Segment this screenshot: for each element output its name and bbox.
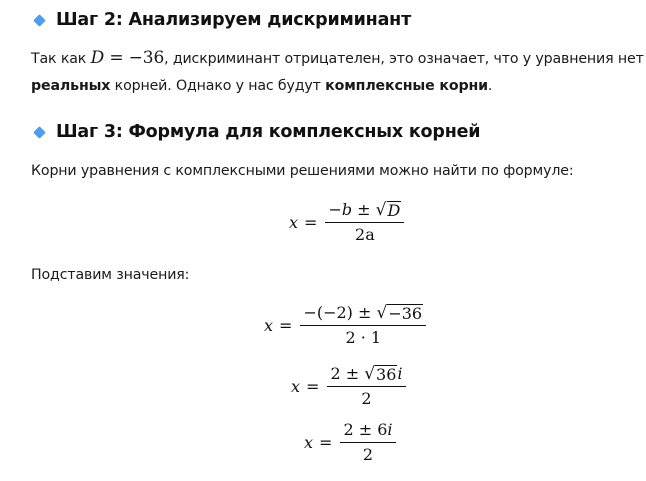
bold-complex-roots: комплексные корни <box>325 78 488 94</box>
text-segment: . <box>487 78 493 94</box>
fraction <box>300 303 426 348</box>
fraction <box>325 200 404 245</box>
radical-sign-icon: √ <box>364 364 376 384</box>
numerator <box>340 420 395 443</box>
radicand: D <box>387 201 401 220</box>
radical-sign-icon: √ <box>375 200 387 220</box>
step2-heading <box>32 10 411 30</box>
formula-lhs: x <box>291 377 301 396</box>
numerator <box>327 364 405 387</box>
numerator-prefix: −b ± <box>328 200 376 219</box>
text-segment: Так как <box>31 51 91 67</box>
formula-lhs: x <box>289 213 299 232</box>
step3-heading-text: Шаг 3: Формула для комплексных корней <box>56 122 481 142</box>
equals-sign: = <box>279 316 293 335</box>
denominator: 2a <box>355 225 375 244</box>
square-root <box>376 201 402 219</box>
imaginary-unit: i <box>387 420 393 439</box>
numerator-prefix: 2 ± <box>330 364 365 383</box>
denominator: 2 · 1 <box>345 328 382 347</box>
step3-intro: Корни уравнения с комплексными решениями можно найти по формуле: <box>31 163 574 179</box>
fraction <box>327 364 405 409</box>
bold-real: реальных <box>31 78 111 94</box>
denominator: 2 <box>361 389 372 408</box>
radicand: 36 <box>376 365 397 384</box>
square-root <box>377 304 424 322</box>
substitution-equation-1 <box>264 303 426 348</box>
equals-sign: = <box>304 213 318 232</box>
numerator <box>325 200 404 223</box>
general-formula <box>289 200 404 245</box>
fraction <box>340 420 395 465</box>
text-segment: корней. Однако у нас будут <box>110 78 326 94</box>
step3-heading <box>32 122 480 142</box>
imaginary-unit: i <box>397 364 403 383</box>
substitution-equation-2 <box>291 364 406 409</box>
numerator <box>300 303 426 326</box>
step2-paragraph-line2 <box>31 78 492 94</box>
formula-lhs: x <box>304 433 314 452</box>
equals-sign: = <box>306 377 320 396</box>
diamond-bullet-icon <box>33 14 46 27</box>
denominator: 2 <box>362 445 374 464</box>
step2-paragraph-line1 <box>31 48 644 68</box>
substitution-equation-3 <box>304 420 396 465</box>
math-var-d: D <box>90 48 105 68</box>
text-segment: , дискриминант отрицателен, это означает, что у уравнения нет <box>164 51 644 67</box>
square-root <box>364 365 397 383</box>
diamond-bullet-icon <box>33 126 46 139</box>
numerator-prefix: 2 ± 6 <box>343 420 388 439</box>
numerator-prefix: −(−2) ± <box>303 303 377 322</box>
radical-sign-icon: √ <box>376 303 388 323</box>
math-eq-value: = −36 <box>104 48 165 68</box>
substitute-label: Подставим значения: <box>31 267 190 283</box>
step2-heading-text: Шаг 2: Анализируем дискриминант <box>56 10 412 30</box>
radicand: −36 <box>388 304 423 323</box>
equals-sign: = <box>319 433 333 452</box>
formula-lhs: x <box>264 316 274 335</box>
